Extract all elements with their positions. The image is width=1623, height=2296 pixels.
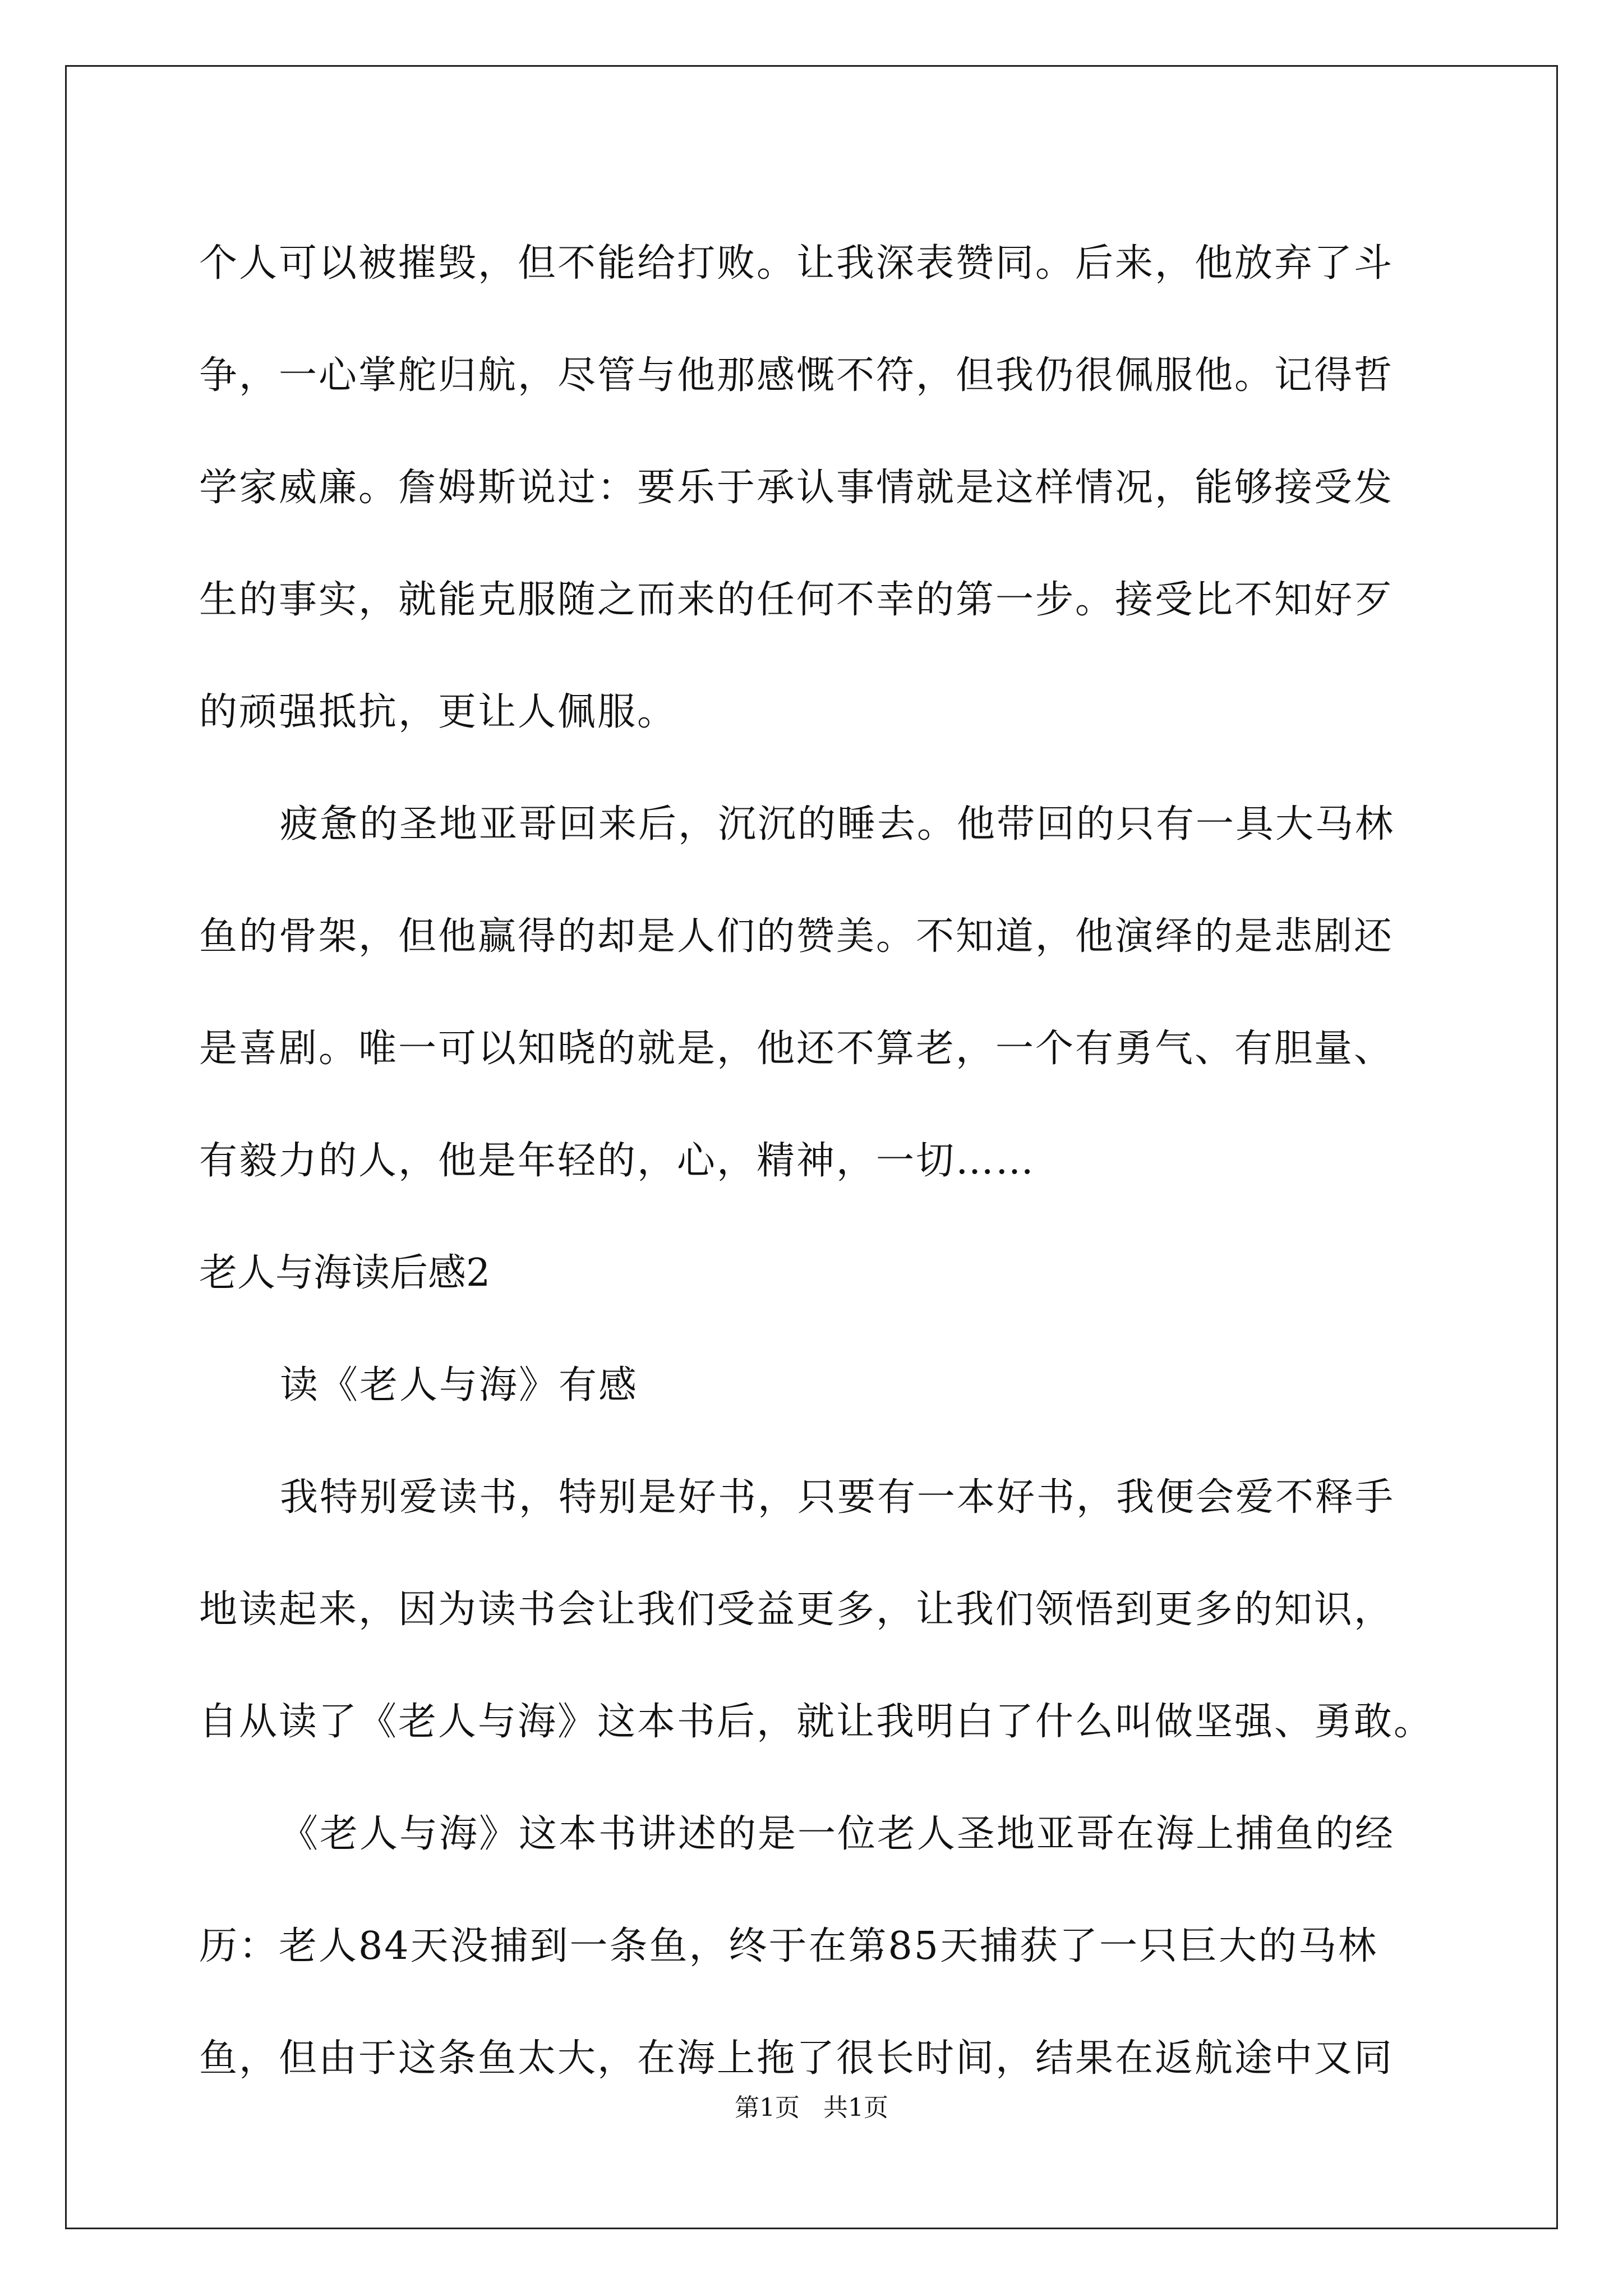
text-line: 个人可以被摧毁，但不能给打败。让我深表赞同。后来，他放弃了斗	[199, 241, 1394, 286]
paragraph-1	[199, 208, 1427, 769]
text-line: 学家威廉。詹姆斯说过：要乐于承认事情就是这样情况，能够接受发	[199, 466, 1394, 510]
section-heading: 老人与海读后感2	[199, 1251, 491, 1295]
text-line: 争，一心掌舵归航，尽管与他那感慨不符，但我仍很佩服他。记得哲	[199, 353, 1394, 398]
text-line: 历：老人84天没捕到一条鱼，终于在第85天捕获了一只巨大的马林	[199, 1924, 1378, 1968]
text-line: 生的事实，就能克服随之而来的任何不幸的第一步。接受比不知好歹	[199, 578, 1394, 622]
text-line: 疲惫的圣地亚哥回来后，沉沉的睡去。他带回的只有一具大马林	[280, 802, 1395, 846]
paragraph-3	[199, 1442, 1434, 1778]
text-line: 鱼的骨架，但他赢得的却是人们的赞美。不知道，他演绎的是悲剧还	[199, 914, 1394, 959]
text-line: 地读起来，因为读书会让我们受益更多，让我们领悟到更多的知识，	[199, 1588, 1394, 1632]
text-line: 的顽强抵抗，更让人佩服。	[199, 690, 677, 734]
text-line: 自从读了《老人与海》这本书后，就让我明白了什么叫做坚强、勇敢。	[199, 1700, 1434, 1744]
text-line: 鱼，但由于这条鱼太大，在海上拖了很长时间，结果在返航途中又同	[199, 2036, 1394, 2081]
paragraph-4	[199, 1778, 1427, 2115]
text-line: 有毅力的人，他是年轻的，心，精神，一切……	[199, 1139, 1036, 1183]
text-line: 《老人与海》这本书讲述的是一位老人圣地亚哥在海上捕鱼的经	[280, 1812, 1395, 1856]
document-body	[199, 208, 1434, 2115]
paragraph-2	[199, 769, 1427, 1217]
subtitle: 读《老人与海》有感	[280, 1363, 639, 1407]
page-footer: 第1页 共1页	[735, 2093, 888, 2122]
text-line: 是喜剧。唯一可以知晓的就是，他还不算老，一个有勇气、有胆量、	[199, 1027, 1394, 1071]
text-line: 我特别爱读书，特别是好书，只要有一本好书，我便会爱不释手	[280, 1475, 1395, 1520]
